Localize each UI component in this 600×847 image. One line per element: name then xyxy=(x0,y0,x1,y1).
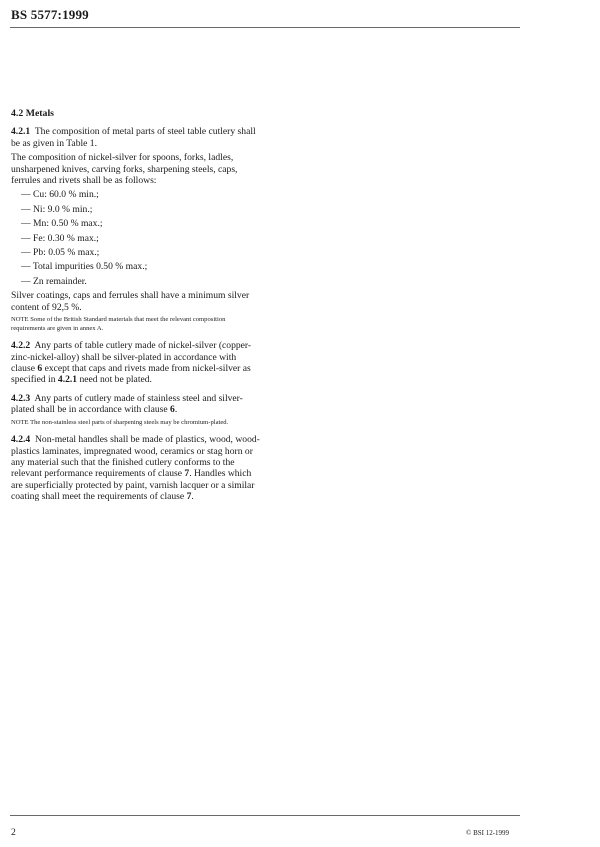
clause-number: 4.2.1 xyxy=(11,126,31,138)
note-british-standard-materials: NOTE Some of the British Standard materials that meet the relevant composition requirements are given in annex A. xyxy=(11,315,226,332)
clause-4-2-3 xyxy=(11,393,261,416)
clause-text: Non-metal handles shall be made of plastics, wood, wood-plastics laminates, impregnated wood, ceramics or stag horn or any material such that the finished cutlery conforms to the relevant performance requirements of clause xyxy=(11,434,260,480)
clause-number: 4.2.3 xyxy=(11,392,31,404)
clause-number: 4.2.2 xyxy=(11,340,31,352)
note-chromium-plated: NOTE The non-stainless steel parts of sharpening steels may be chromium-plated. xyxy=(11,418,229,426)
clause-reference: 7 xyxy=(186,491,192,503)
clause-4-2-2 xyxy=(11,340,261,386)
silver-content-text: Silver coatings, caps and ferrules shall have a minimum silver content of 92,5 %. xyxy=(11,290,250,313)
clause-number: 4.2.4 xyxy=(11,434,31,446)
clause-text: . xyxy=(191,491,194,503)
clause-text: need not be plated. xyxy=(77,374,152,386)
clause-4-2-4 xyxy=(11,434,261,502)
footer-divider xyxy=(10,815,520,816)
clause-text: The composition of metal parts of steel table cutlery shall be as given in Table 1. xyxy=(11,126,256,149)
composition-item: — Fe: 0.30 % max.; xyxy=(21,232,99,244)
composition-list xyxy=(11,189,261,287)
page-number: 2 xyxy=(11,827,16,838)
clause-reference: 6 xyxy=(37,362,43,374)
clause-text: . Handles which are superficially protected by paint, varnish lacquer or a similar coating shall meet the requirements of clause xyxy=(11,468,255,503)
document-title: BS 5577:1999 xyxy=(11,7,89,22)
clause-reference: 6 xyxy=(170,404,175,416)
header-divider xyxy=(10,27,520,28)
clause-4-2-1 xyxy=(11,126,261,149)
clause-text: except that caps and rivets made from nickel-silver as specified in xyxy=(11,362,251,386)
composition-item: — Total impurities 0.50 % max.; xyxy=(21,261,148,273)
section-metals xyxy=(11,108,261,506)
clause-text: Any parts of cutlery made of stainless steel and silver-plated shall be in accordance with clause xyxy=(11,392,243,416)
composition-item: — Mn: 0.50 % max.; xyxy=(21,218,103,230)
clause-text: Any parts of table cutlery made of nickel-silver (copper-zinc-nickel-alloy) shall be silver-plated in accordance with clause xyxy=(11,340,252,374)
clause-text: . xyxy=(174,404,178,416)
composition-item: — Ni: 9.0 % min.; xyxy=(21,203,93,215)
clause-reference: 4.2.1 xyxy=(57,374,78,386)
nickel-silver-intro: The composition of nickel-silver for spoons, forks, ladles, unsharpened knives, carving forks, sharpening steels, caps, ferrules and rivets shall be as follows: xyxy=(11,152,238,187)
composition-item: — Pb: 0.05 % max.; xyxy=(21,247,100,258)
copyright-notice: © BSI 12-1999 xyxy=(466,829,510,837)
composition-item: — Zn remainder. xyxy=(21,275,87,287)
composition-item: — Cu: 60.0 % min.; xyxy=(21,189,99,201)
section-heading: 4.2 Metals xyxy=(11,108,54,119)
clause-reference: 7 xyxy=(184,468,190,480)
